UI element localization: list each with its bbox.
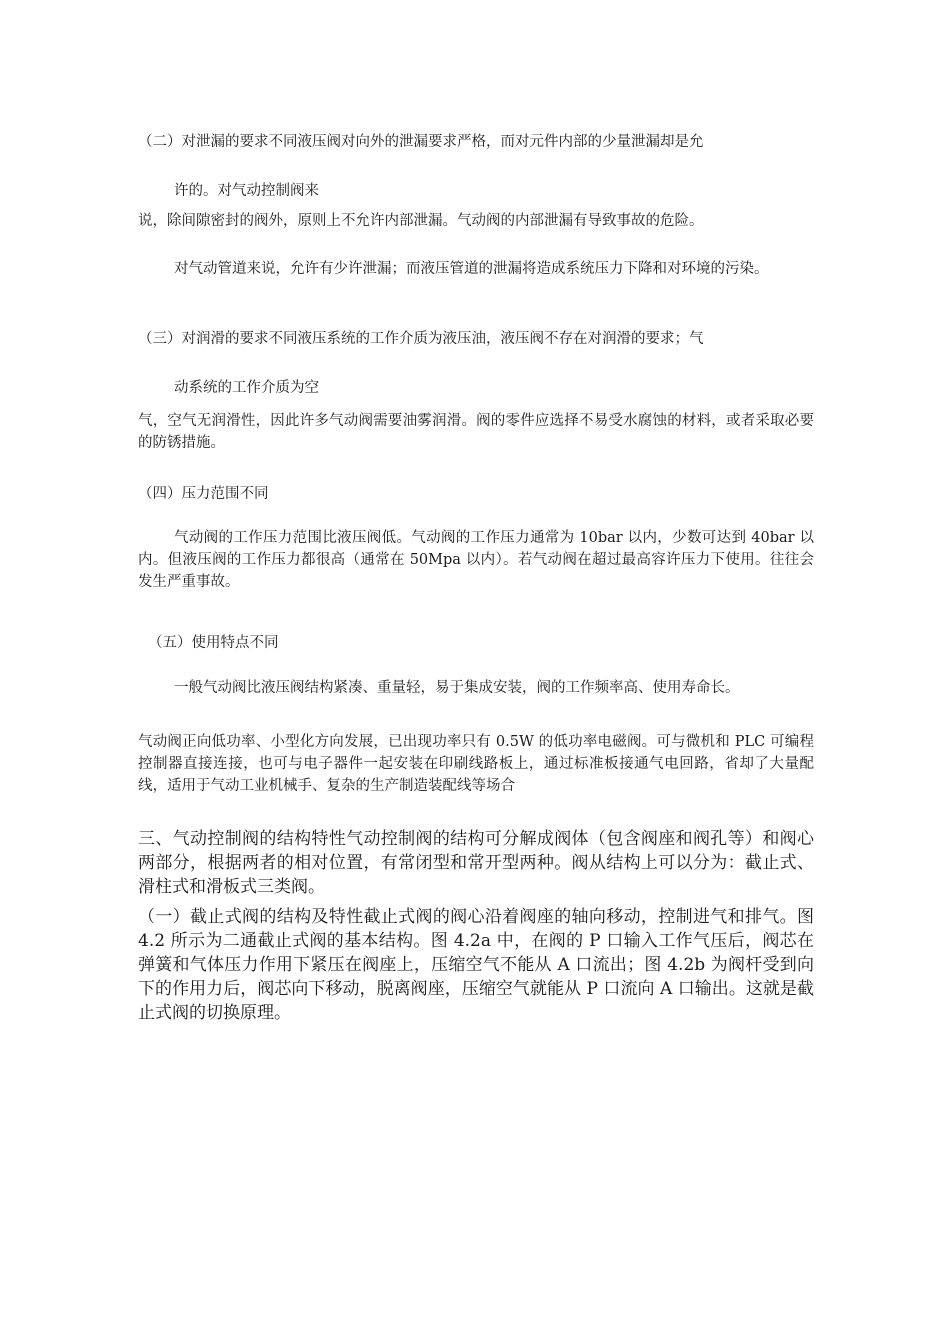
section-shutoff-valve: （一）截止式阀的结构及特性截止式阀的阀心沿着阀座的轴向移动，控制进气和排气。图 4.2 所示为二通截止式阀的基本结构。图 4.2a 中，在阀的 P 口输入工作气压后，阀芯在弹簧和气体压力作用下紧压在阀座上，压缩空气不能从 A 口流出；图 4.2b 为阀杆受到向下的作用力后，阀芯向下移动，脱离阀座，压缩空气就能从 P 口流向 A 口输出。这就是截止式阀的切换原理。 (138, 907, 814, 1023)
section-three-structure: 三、气动控制阀的结构特性气动控制阀的结构可分解成阀体（包含阀座和阀孔等）和阀心两部分，根据两者的相对位置，有常闭型和常开型两种。阀从结构上可以分为：截止式、滑柱式和滑板式三类阀。 (138, 829, 814, 897)
section-4-heading: （四）压力范围不同 (138, 486, 269, 502)
section-5-heading: （五）使用特点不同 (148, 635, 279, 651)
section-3-heading: （三）对润滑的要求不同液压系统的工作介质为液压油，液压阀不存在对润滑的要求；气 (138, 331, 704, 347)
paragraph-low-power-valve: 气动阀正向低功率、小型化方向发展，已出现功率只有 0.5W 的低功率电磁阀。可与微机和 PLC 可编程控制器直接连接，也可与电子器件一起安装在印刷线路板上，通过标准板接通气电回路，省却了大量配线，适用于气动工业机械手、复杂的生产制造装配线等场合 (138, 734, 814, 794)
paragraph-pipeline-leak: 对气动管道来说，允许有少许泄漏；而液压管道的泄漏将造成系统压力下降和对环境的污染。 (174, 261, 769, 277)
section-3-text-cont2: 气，空气无润滑性，因此许多气动阀需要油雾润滑。阀的零件应选择不易受水腐蚀的材料，或者采取必要的防锈措施。 (138, 413, 814, 451)
section-2-text-cont2: 说，除间隙密封的阀外，原则上不允许内部泄漏。气动阀的内部泄漏有导致事故的危险。 (138, 213, 704, 229)
section-3-text-cont: 动系统的工作介质为空 (174, 380, 319, 396)
section-2-text-cont: 许的。对气动控制阀来 (174, 183, 319, 199)
section-2-heading: （二）对泄漏的要求不同液压阀对向外的泄漏要求严格，而对元件内部的少量泄漏却是允 (138, 134, 704, 150)
section-4-text: 气动阀的工作压力范围比液压阀低。气动阀的工作压力通常为 10bar 以内，少数可达到 40bar 以内。但液压阀的工作压力都很高（通常在 50Mpa 以内）。若气动阀在超过最高容许压力下使用。往往会发生严重事故。 (138, 530, 814, 590)
section-5-text: 一般气动阀比液压阀结构紧凑、重量轻，易于集成安装，阀的工作频率高、使用寿命长。 (174, 680, 740, 696)
